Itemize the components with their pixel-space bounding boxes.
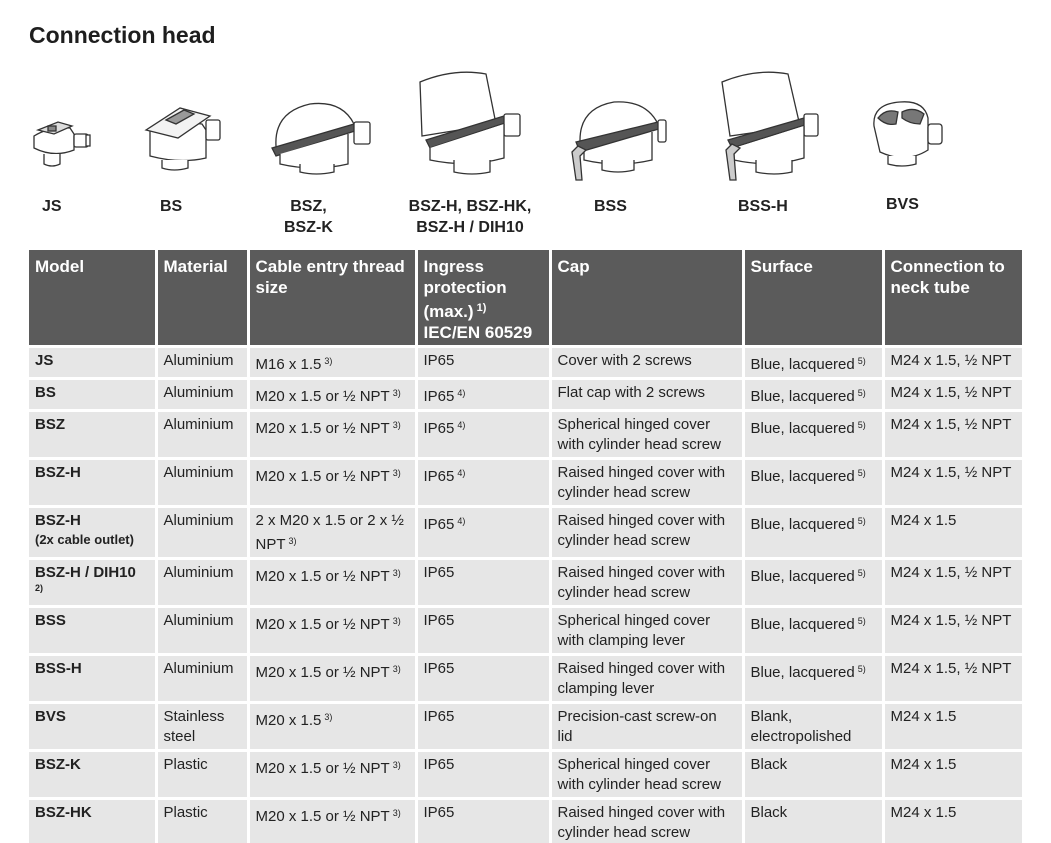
cell-cable-entry: M20 x 1.5 or ½ NPT $^{3)}$: [248, 410, 416, 458]
cell-ingress: IP65: [416, 346, 550, 378]
cell-connection: M24 x 1.5, ½ NPT: [883, 458, 1022, 506]
cell-model: JS: [29, 346, 156, 378]
cell-material: Aluminium: [156, 458, 248, 506]
cell-surface: Blue, lacquered $^{5)}$: [743, 410, 883, 458]
cell-ingress: IP65: [416, 558, 550, 606]
header-ingress: Ingress protection (max.) $^{1)}$ IEC/EN 60529: [416, 250, 550, 346]
cell-ingress: IP65: [416, 702, 550, 750]
cell-material: Aluminium: [156, 410, 248, 458]
cell-model: BSZ-H: [29, 458, 156, 506]
cell-material: Plastic: [156, 750, 248, 798]
cell-cap: Raised hinged cover with cylinder head screw: [550, 506, 743, 558]
cell-cap: Spherical hinged cover with cylinder head screw: [550, 410, 743, 458]
cell-surface: Black: [743, 798, 883, 843]
table-row: [29, 654, 1022, 702]
table-row: [29, 378, 1022, 410]
cell-cable-entry: M20 x 1.5 or ½ NPT $^{3)}$: [248, 606, 416, 654]
head-label-bvs: BVS: [886, 196, 919, 213]
table-row: [29, 410, 1022, 458]
cell-connection: M24 x 1.5, ½ NPT: [883, 606, 1022, 654]
cell-cable-entry: M20 x 1.5 $^{3)}$: [248, 702, 416, 750]
cell-model: BSZ-HK: [29, 798, 156, 843]
table-header-row: [29, 250, 1022, 346]
cell-material: Aluminium: [156, 558, 248, 606]
cell-connection: M24 x 1.5, ½ NPT: [883, 378, 1022, 410]
header-surface: Surface: [743, 250, 883, 346]
cell-ingress: IP65 $^{4)}$: [416, 378, 550, 410]
cell-cap: Raised hinged cover with cylinder head screw: [550, 558, 743, 606]
connection-head-gallery: [0, 68, 1051, 238]
cell-surface: Blue, lacquered $^{5)}$: [743, 346, 883, 378]
header-cable-entry: Cable entry thread size: [248, 250, 416, 346]
cell-cap: Raised hinged cover with clamping lever: [550, 654, 743, 702]
bs-head-icon: [140, 68, 225, 178]
head-js: [28, 68, 98, 238]
header-material: Material: [156, 250, 248, 346]
cell-cap: Raised hinged cover with cylinder head screw: [550, 458, 743, 506]
cell-model: BSZ: [29, 410, 156, 458]
cell-surface: Black: [743, 750, 883, 798]
table-row: [29, 506, 1022, 558]
cell-connection: M24 x 1.5: [883, 702, 1022, 750]
cell-surface: Blue, lacquered $^{5)}$: [743, 506, 883, 558]
cell-connection: M24 x 1.5: [883, 798, 1022, 843]
cell-cable-entry: M20 x 1.5 or ½ NPT $^{3)}$: [248, 458, 416, 506]
bsz-h-head-icon: [400, 68, 540, 178]
header-cap: Cap: [550, 250, 743, 346]
table-row: [29, 606, 1022, 654]
head-bs: [140, 68, 225, 238]
cell-ingress: IP65 $^{4)}$: [416, 506, 550, 558]
head-bss-h: [716, 68, 826, 238]
head-bsz: [262, 68, 372, 238]
head-label-js: JS: [42, 198, 62, 215]
cell-connection: M24 x 1.5, ½ NPT: [883, 410, 1022, 458]
table-row: [29, 702, 1022, 750]
cell-ingress: IP65 $^{4)}$: [416, 410, 550, 458]
bss-h-head-icon: [716, 68, 826, 188]
cell-model: BSS: [29, 606, 156, 654]
cell-material: Plastic: [156, 798, 248, 843]
connection-head-table: [29, 250, 1022, 843]
cell-cap: Spherical hinged cover with cylinder head screw: [550, 750, 743, 798]
cell-material: Aluminium: [156, 346, 248, 378]
bsz-head-icon: [262, 68, 372, 178]
head-label-bsz-h: BSZ-H, BSZ-HK, BSZ-H / DIH10: [408, 198, 532, 236]
head-bss: [568, 68, 668, 238]
bss-head-icon: [568, 68, 668, 188]
cell-surface: Blue, lacquered $^{5)}$: [743, 606, 883, 654]
cell-model: BVS: [29, 702, 156, 750]
table-row: [29, 750, 1022, 798]
cell-cap: Cover with 2 screws: [550, 346, 743, 378]
cell-surface: Blue, lacquered $^{5)}$: [743, 378, 883, 410]
cell-ingress: IP65: [416, 750, 550, 798]
table-row: [29, 346, 1022, 378]
cell-cap: Flat cap with 2 screws: [550, 378, 743, 410]
cell-cable-entry: M20 x 1.5 or ½ NPT $^{3)}$: [248, 558, 416, 606]
cell-connection: M24 x 1.5, ½ NPT: [883, 654, 1022, 702]
bvs-head-icon: [866, 68, 951, 178]
cell-ingress: IP65: [416, 798, 550, 843]
cell-material: Stainless steel: [156, 702, 248, 750]
cell-cap: Raised hinged cover with cylinder head screw: [550, 798, 743, 843]
cell-cable-entry: M16 x 1.5 $^{3)}$: [248, 346, 416, 378]
table-row: [29, 558, 1022, 606]
cell-cap: Precision-cast screw-on lid: [550, 702, 743, 750]
cell-model: BS: [29, 378, 156, 410]
cell-material: Aluminium: [156, 378, 248, 410]
cell-connection: M24 x 1.5: [883, 506, 1022, 558]
cell-material: Aluminium: [156, 606, 248, 654]
cell-material: Aluminium: [156, 654, 248, 702]
head-bvs: [866, 68, 951, 238]
cell-surface: Blue, lacquered $^{5)}$: [743, 558, 883, 606]
cell-ingress: IP65: [416, 654, 550, 702]
cell-connection: M24 x 1.5, ½ NPT: [883, 346, 1022, 378]
header-model: Model: [29, 250, 156, 346]
table-row: [29, 458, 1022, 506]
cell-model: BSZ-H / DIH10 2): [29, 558, 156, 606]
js-head-icon: [28, 68, 98, 178]
cell-material: Aluminium: [156, 506, 248, 558]
cell-model: BSS-H: [29, 654, 156, 702]
cell-connection: M24 x 1.5: [883, 750, 1022, 798]
cell-surface: Blank, electropolished: [743, 702, 883, 750]
cell-surface: Blue, lacquered $^{5)}$: [743, 458, 883, 506]
cell-ingress: IP65 $^{4)}$: [416, 458, 550, 506]
cell-cable-entry: M20 x 1.5 or ½ NPT $^{3)}$: [248, 654, 416, 702]
head-label-bss: BSS: [594, 198, 627, 215]
cell-cable-entry: M20 x 1.5 or ½ NPT $^{3)}$: [248, 750, 416, 798]
cell-cable-entry: M20 x 1.5 or ½ NPT $^{3)}$: [248, 798, 416, 843]
table-row: [29, 798, 1022, 843]
cell-ingress: IP65: [416, 606, 550, 654]
cell-connection: M24 x 1.5, ½ NPT: [883, 558, 1022, 606]
head-bsz-h: [400, 68, 540, 238]
head-label-bs: BS: [160, 198, 183, 215]
cell-surface: Blue, lacquered $^{5)}$: [743, 654, 883, 702]
head-label-bss-h: BSS-H: [738, 198, 788, 215]
cell-cap: Spherical hinged cover with clamping lever: [550, 606, 743, 654]
cell-cable-entry: 2 x M20 x 1.5 or 2 x ½ NPT $^{3)}$: [248, 506, 416, 558]
cell-cable-entry: M20 x 1.5 or ½ NPT $^{3)}$: [248, 378, 416, 410]
header-connection: Connection to neck tube: [883, 250, 1022, 346]
head-label-bsz: BSZ, BSZ-K: [284, 198, 333, 236]
page-title: Connection head: [29, 22, 216, 48]
cell-model: BSZ-K: [29, 750, 156, 798]
cell-model: BSZ-H (2x cable outlet): [29, 506, 156, 558]
